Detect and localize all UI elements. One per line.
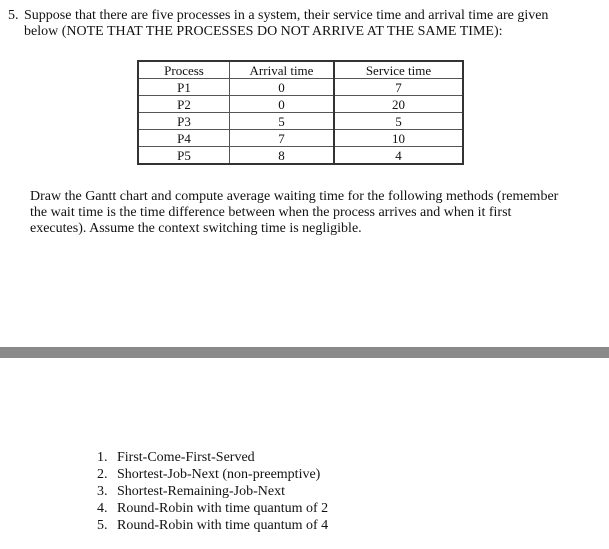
cell-process: P4 <box>138 130 230 147</box>
cell-process: P3 <box>138 113 230 130</box>
question-number: 5. <box>8 8 19 23</box>
cell-process: P2 <box>138 96 230 113</box>
cell-service: 10 <box>334 130 463 147</box>
question-text <box>8 8 600 40</box>
methods-list <box>97 449 328 534</box>
table-row <box>138 113 463 130</box>
cell-process: P1 <box>138 79 230 96</box>
cell-arrival: 5 <box>230 113 335 130</box>
question-line-1: 5. Suppose that there are five processes in a system, their service time and arrival time are given <box>8 8 549 23</box>
list-item-label: Shortest-Job-Next (non-preemptive) <box>117 467 321 482</box>
cell-arrival: 0 <box>230 79 335 96</box>
list-item-number: 2. <box>97 467 108 482</box>
list-item-number: 5. <box>97 518 108 533</box>
cell-service: 7 <box>334 79 463 96</box>
table-row <box>138 96 463 113</box>
instructions-line-3: executes). Assume the context switching time is negligible. <box>30 221 362 236</box>
list-item-label: Round-Robin with time quantum of 2 <box>117 501 329 516</box>
list-item <box>97 466 328 483</box>
header-process: Process <box>138 61 230 79</box>
list-item-number: 3. <box>97 484 108 499</box>
page-divider <box>0 347 609 358</box>
list-item <box>97 449 328 466</box>
process-table <box>137 60 464 165</box>
cell-service: 5 <box>334 113 463 130</box>
list-item-number: 4. <box>97 501 108 516</box>
cell-arrival: 7 <box>230 130 335 147</box>
cell-process: P5 <box>138 147 230 165</box>
cell-arrival: 8 <box>230 147 335 165</box>
header-arrival-time: Arrival time <box>230 61 335 79</box>
cell-service: 20 <box>334 96 463 113</box>
table-row <box>138 130 463 147</box>
list-item <box>97 500 328 517</box>
list-item <box>97 517 328 534</box>
list-item-label: First-Come-First-Served <box>117 450 255 465</box>
table-row <box>138 147 463 165</box>
list-item-label: Shortest-Remaining-Job-Next <box>117 484 285 499</box>
table-row <box>138 79 463 96</box>
cell-service: 4 <box>334 147 463 165</box>
instructions-line-1: Draw the Gantt chart and compute average waiting time for the following methods (remember <box>30 189 559 204</box>
instructions-paragraph <box>30 189 586 237</box>
list-item-label: Round-Robin with time quantum of 4 <box>117 518 329 533</box>
question-line-2: below (NOTE THAT THE PROCESSES DO NOT ARRIVE AT THE SAME TIME): <box>24 24 503 39</box>
list-item <box>97 483 328 500</box>
header-service-time: Service time <box>334 61 463 79</box>
table-header-row <box>138 61 463 79</box>
instructions-line-2: the wait time is the time difference between when the process arrives and when it first <box>30 205 512 220</box>
cell-arrival: 0 <box>230 96 335 113</box>
list-item-number: 1. <box>97 450 108 465</box>
